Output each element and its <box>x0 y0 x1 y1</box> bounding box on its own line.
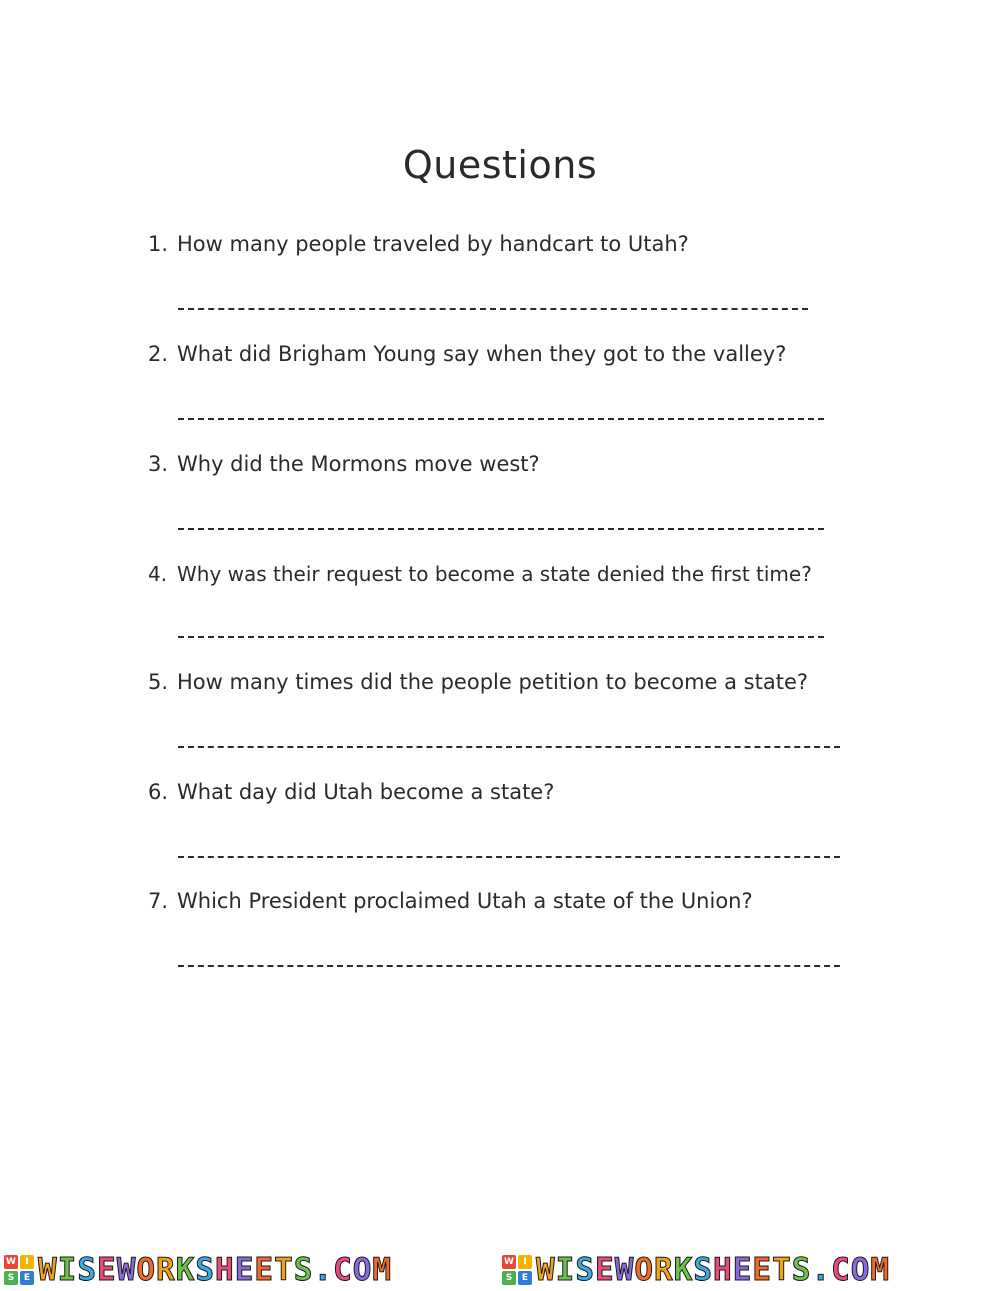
logo-block: I <box>518 1255 532 1269</box>
logo-block: I <box>20 1255 34 1269</box>
question-number: 1. <box>148 232 169 256</box>
question-4 <box>148 560 868 588</box>
question-number: 3. <box>148 452 169 476</box>
watermark-letter: M <box>372 1252 393 1288</box>
question-number: 4. <box>148 562 168 586</box>
watermark-1 <box>4 1252 498 1288</box>
question-text: How many times did the people petition to become a state? <box>177 670 809 694</box>
logo-block: S <box>4 1271 18 1285</box>
watermark-letter: R <box>654 1252 674 1288</box>
logo-block: E <box>518 1271 532 1285</box>
watermark-letter: O <box>850 1252 871 1288</box>
watermark-letter: E <box>254 1252 275 1288</box>
question-text: Why did the Mormons move west? <box>177 452 540 476</box>
watermark-letter: O <box>352 1252 373 1288</box>
question-7 <box>148 887 868 915</box>
watermark-letter: E <box>732 1252 753 1288</box>
answer-line-3[interactable] <box>178 528 824 530</box>
logo-block: W <box>502 1255 516 1269</box>
answer-line-7[interactable] <box>178 965 840 967</box>
question-5 <box>148 668 868 696</box>
watermark-letter: W <box>614 1252 635 1288</box>
answer-line-5[interactable] <box>178 746 840 748</box>
watermark-letter: C <box>333 1252 353 1288</box>
question-number: 6. <box>148 780 169 804</box>
watermark-letter: I <box>555 1252 576 1288</box>
question-text: What did Brigham Young say when they got to the valley? <box>177 342 787 366</box>
watermark-text <box>536 1252 890 1288</box>
watermark-letter: O <box>634 1252 655 1288</box>
question-number: 5. <box>148 670 169 694</box>
watermark-letter: I <box>57 1252 78 1288</box>
page-title: Questions <box>402 143 598 188</box>
footer-watermark-strip <box>0 1252 1000 1288</box>
watermark-letter: T <box>772 1252 792 1288</box>
answer-line-1[interactable] <box>178 308 808 310</box>
question-6 <box>148 778 868 806</box>
watermark-letter: S <box>791 1252 812 1288</box>
logo-block: S <box>502 1271 516 1285</box>
question-number: 7. <box>148 889 169 913</box>
watermark-letter: H <box>713 1252 733 1288</box>
question-3 <box>148 450 868 478</box>
question-text: How many people traveled by handcart to Utah? <box>177 232 689 256</box>
watermark-2 <box>502 1252 996 1288</box>
logo-icon <box>502 1255 532 1285</box>
watermark-letter: W <box>116 1252 137 1288</box>
logo-block: W <box>4 1255 18 1269</box>
watermark-letter: C <box>831 1252 851 1288</box>
watermark-letter: H <box>215 1252 235 1288</box>
watermark-letter: R <box>156 1252 176 1288</box>
question-text: What day did Utah become a state? <box>177 780 555 804</box>
watermark-letter: S <box>693 1252 714 1288</box>
watermark-letter: S <box>195 1252 216 1288</box>
watermark-letter: S <box>293 1252 314 1288</box>
watermark-letter: E <box>97 1252 117 1288</box>
question-text: Why was their request to become a state denied the first time? <box>177 562 812 586</box>
question-1 <box>148 230 868 258</box>
answer-line-6[interactable] <box>178 856 840 858</box>
watermark-letter: S <box>575 1252 596 1288</box>
watermark-letter: W <box>536 1252 556 1288</box>
answer-line-4[interactable] <box>178 636 824 638</box>
question-text: Which President proclaimed Utah a state of the Union? <box>177 889 753 913</box>
watermark-letter: K <box>673 1252 694 1288</box>
watermark-letter: E <box>595 1252 615 1288</box>
logo-icon <box>4 1255 34 1285</box>
watermark-letter: . <box>811 1252 832 1288</box>
logo-block: E <box>20 1271 34 1285</box>
watermark-letter: T <box>274 1252 294 1288</box>
watermark-text <box>38 1252 392 1288</box>
watermark-letter: W <box>38 1252 58 1288</box>
watermark-letter: O <box>136 1252 157 1288</box>
watermark-letter: E <box>234 1252 255 1288</box>
watermark-letter: E <box>752 1252 773 1288</box>
watermark-letter: . <box>313 1252 334 1288</box>
question-2 <box>148 340 868 368</box>
watermark-letter: M <box>870 1252 891 1288</box>
watermark-letter: S <box>77 1252 98 1288</box>
watermark-letter: K <box>175 1252 196 1288</box>
answer-line-2[interactable] <box>178 418 824 420</box>
question-number: 2. <box>148 342 169 366</box>
